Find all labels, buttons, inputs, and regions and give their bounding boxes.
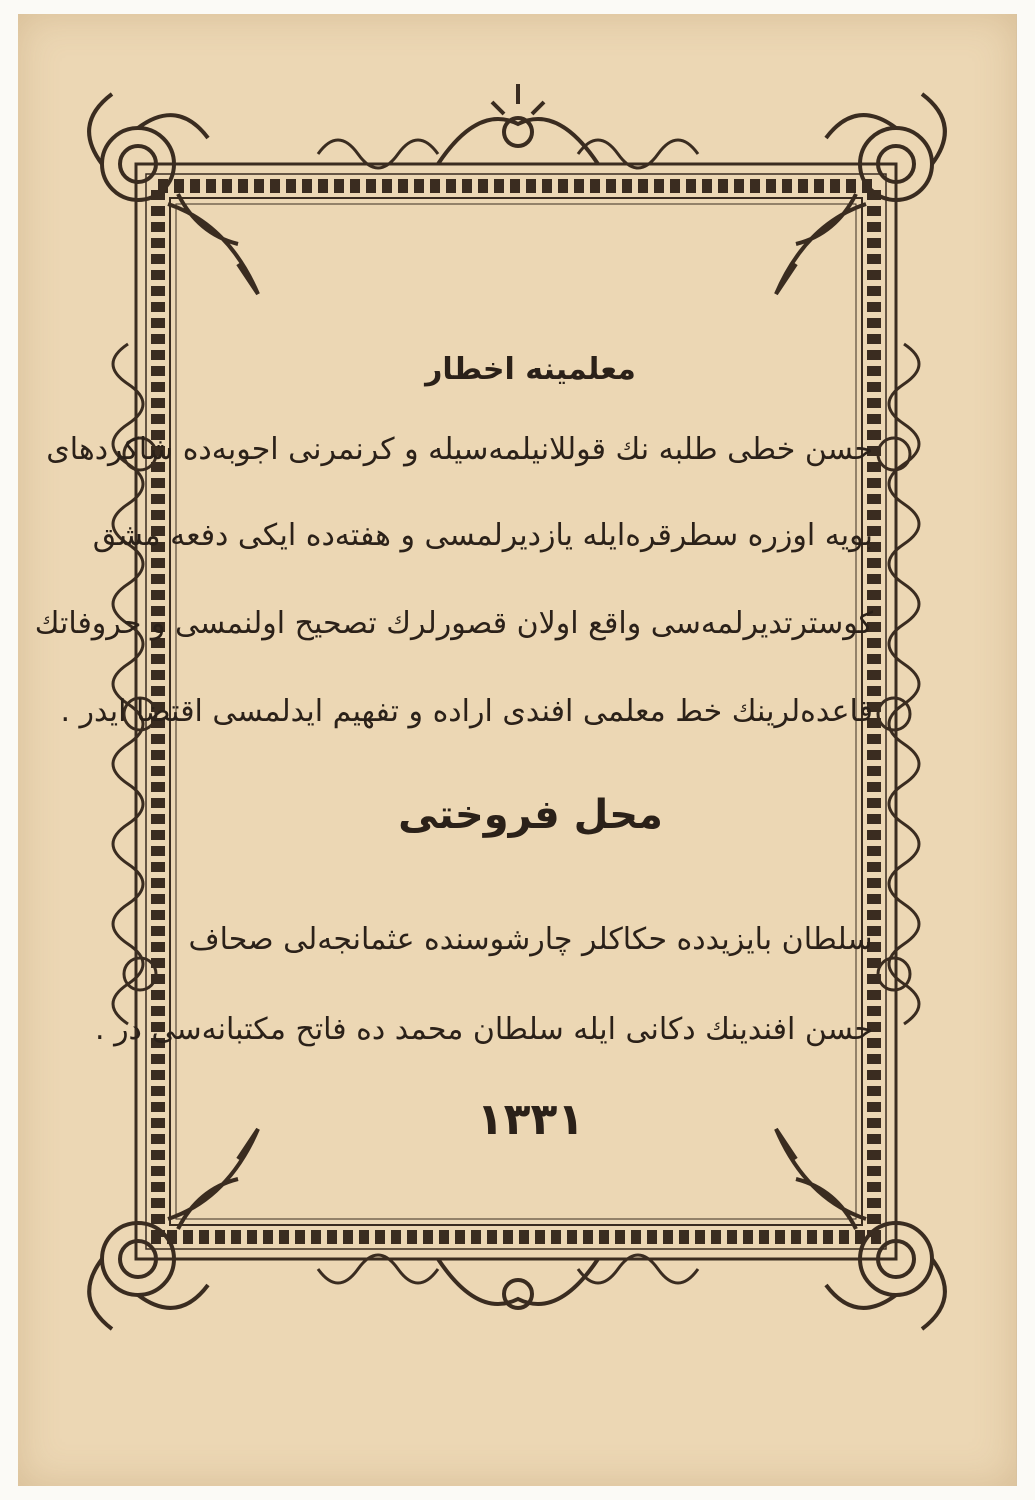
printed-sheet [18, 14, 1017, 1486]
sale-line-2: حسن افندینك دكانی ایله سلطان محمد ده فاتح مكتبانه‌سی در . [95, 1012, 873, 1047]
publication-year: ١٣٣١ [476, 1094, 585, 1145]
sale-line-1: سلطان بایزیدده حكاكلر چارشوسنده عثمانجه‌لی صحاف [188, 922, 873, 957]
notice-line-4: قاعده‌لرینك خط معلمی افندی اراده و تفهیم ایدلمسی اقتضا ایدر . [60, 694, 873, 729]
notice-text-block [34, 344, 873, 1194]
sale-location-heading: محل فروختی [398, 792, 663, 838]
notice-line-1: حسن خطی طلبه نك قوللانیلمه‌سیله و كرنمرنی اجوبه‌ده شاكردهای [46, 432, 873, 467]
notice-title: معلمینه اخطار [425, 352, 636, 387]
notice-line-3: كوسترتدیرلمه‌سی واقع اولان قصورلرك تصحیح اولنمسی و حروفاتك [34, 606, 873, 641]
notice-line-2: بویه اوزره سطرقره‌ایله یازدیرلمسی و هفته‌ده ایكی دفعه مشق [92, 518, 873, 553]
